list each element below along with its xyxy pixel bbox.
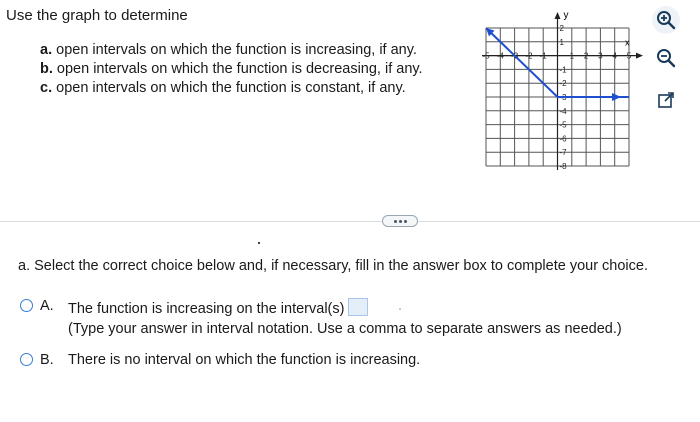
stray-dot <box>258 242 260 244</box>
y-axis-label: y <box>563 10 569 21</box>
choice-b-text: There is no interval on which the function is increasing. <box>68 352 421 368</box>
zoom-in-button[interactable] <box>652 6 680 34</box>
zoom-in-icon <box>656 10 676 30</box>
x-tick-label: 3 <box>598 51 603 61</box>
period-mark: . <box>398 298 403 314</box>
x-tick-label: -1 <box>539 51 547 61</box>
dot-icon <box>404 220 407 223</box>
zoom-out-icon <box>656 48 676 68</box>
y-tick-label: -1 <box>559 65 567 75</box>
y-tick-label: -2 <box>559 79 567 89</box>
expand-more-button[interactable] <box>382 215 418 227</box>
parts-list <box>40 41 423 98</box>
y-tick-label: -7 <box>559 148 567 158</box>
choice-a-hint: (Type your answer in interval notation. Use a comma to separate answers as needed.) <box>68 321 622 337</box>
x-tick-label: -2 <box>525 51 533 61</box>
choice-b-letter: B. <box>40 352 54 368</box>
y-tick-label: -3 <box>559 93 567 102</box>
x-tick-label: -4 <box>496 51 504 61</box>
x-tick-label: 5 <box>626 51 632 61</box>
part-c: c. open intervals on which the function is constant, if any. <box>40 80 406 96</box>
y-tick-label: -4 <box>559 106 567 116</box>
part-a: a. open intervals on which the function is increasing, if any. <box>40 42 417 58</box>
y-tick-label: -8 <box>559 162 567 171</box>
y-tick-label: 2 <box>559 24 564 33</box>
answer-input[interactable] <box>348 298 368 316</box>
radio-b[interactable] <box>20 353 33 366</box>
x-axis-label: x <box>625 37 630 48</box>
question-text: a. Select the correct choice below and, if necessary, fill in the answer box to complete your choice. <box>18 258 648 274</box>
x-tick-label: 2 <box>583 51 589 61</box>
popout-button[interactable] <box>652 86 680 114</box>
radio-a[interactable] <box>20 299 33 312</box>
popout-icon <box>657 91 675 109</box>
x-tick-label: -3 <box>511 51 519 61</box>
function-arrow-end <box>612 93 621 101</box>
graph-svg <box>474 6 644 176</box>
x-tick-label: 4 <box>612 51 617 61</box>
dot-icon <box>394 220 397 223</box>
y-tick-label: 1 <box>559 37 564 47</box>
choice-a-letter: A. <box>40 298 54 314</box>
x-tick-label: 1 <box>569 51 575 61</box>
dot-icon <box>399 220 402 223</box>
function-graph <box>474 6 644 176</box>
y-tick-label: -6 <box>559 134 567 144</box>
y-tick-label: -5 <box>559 120 567 130</box>
part-b: b. open intervals on which the function is decreasing, if any. <box>40 61 423 77</box>
y-axis-arrow <box>555 12 561 19</box>
choice-a-text: The function is increasing on the interval(s) <box>68 298 368 317</box>
x-axis-arrow <box>636 53 643 59</box>
problem-intro: Use the graph to determine <box>6 7 188 24</box>
section-divider <box>0 221 700 222</box>
x-tick-label: -5 <box>482 51 490 61</box>
zoom-out-button[interactable] <box>652 44 680 72</box>
